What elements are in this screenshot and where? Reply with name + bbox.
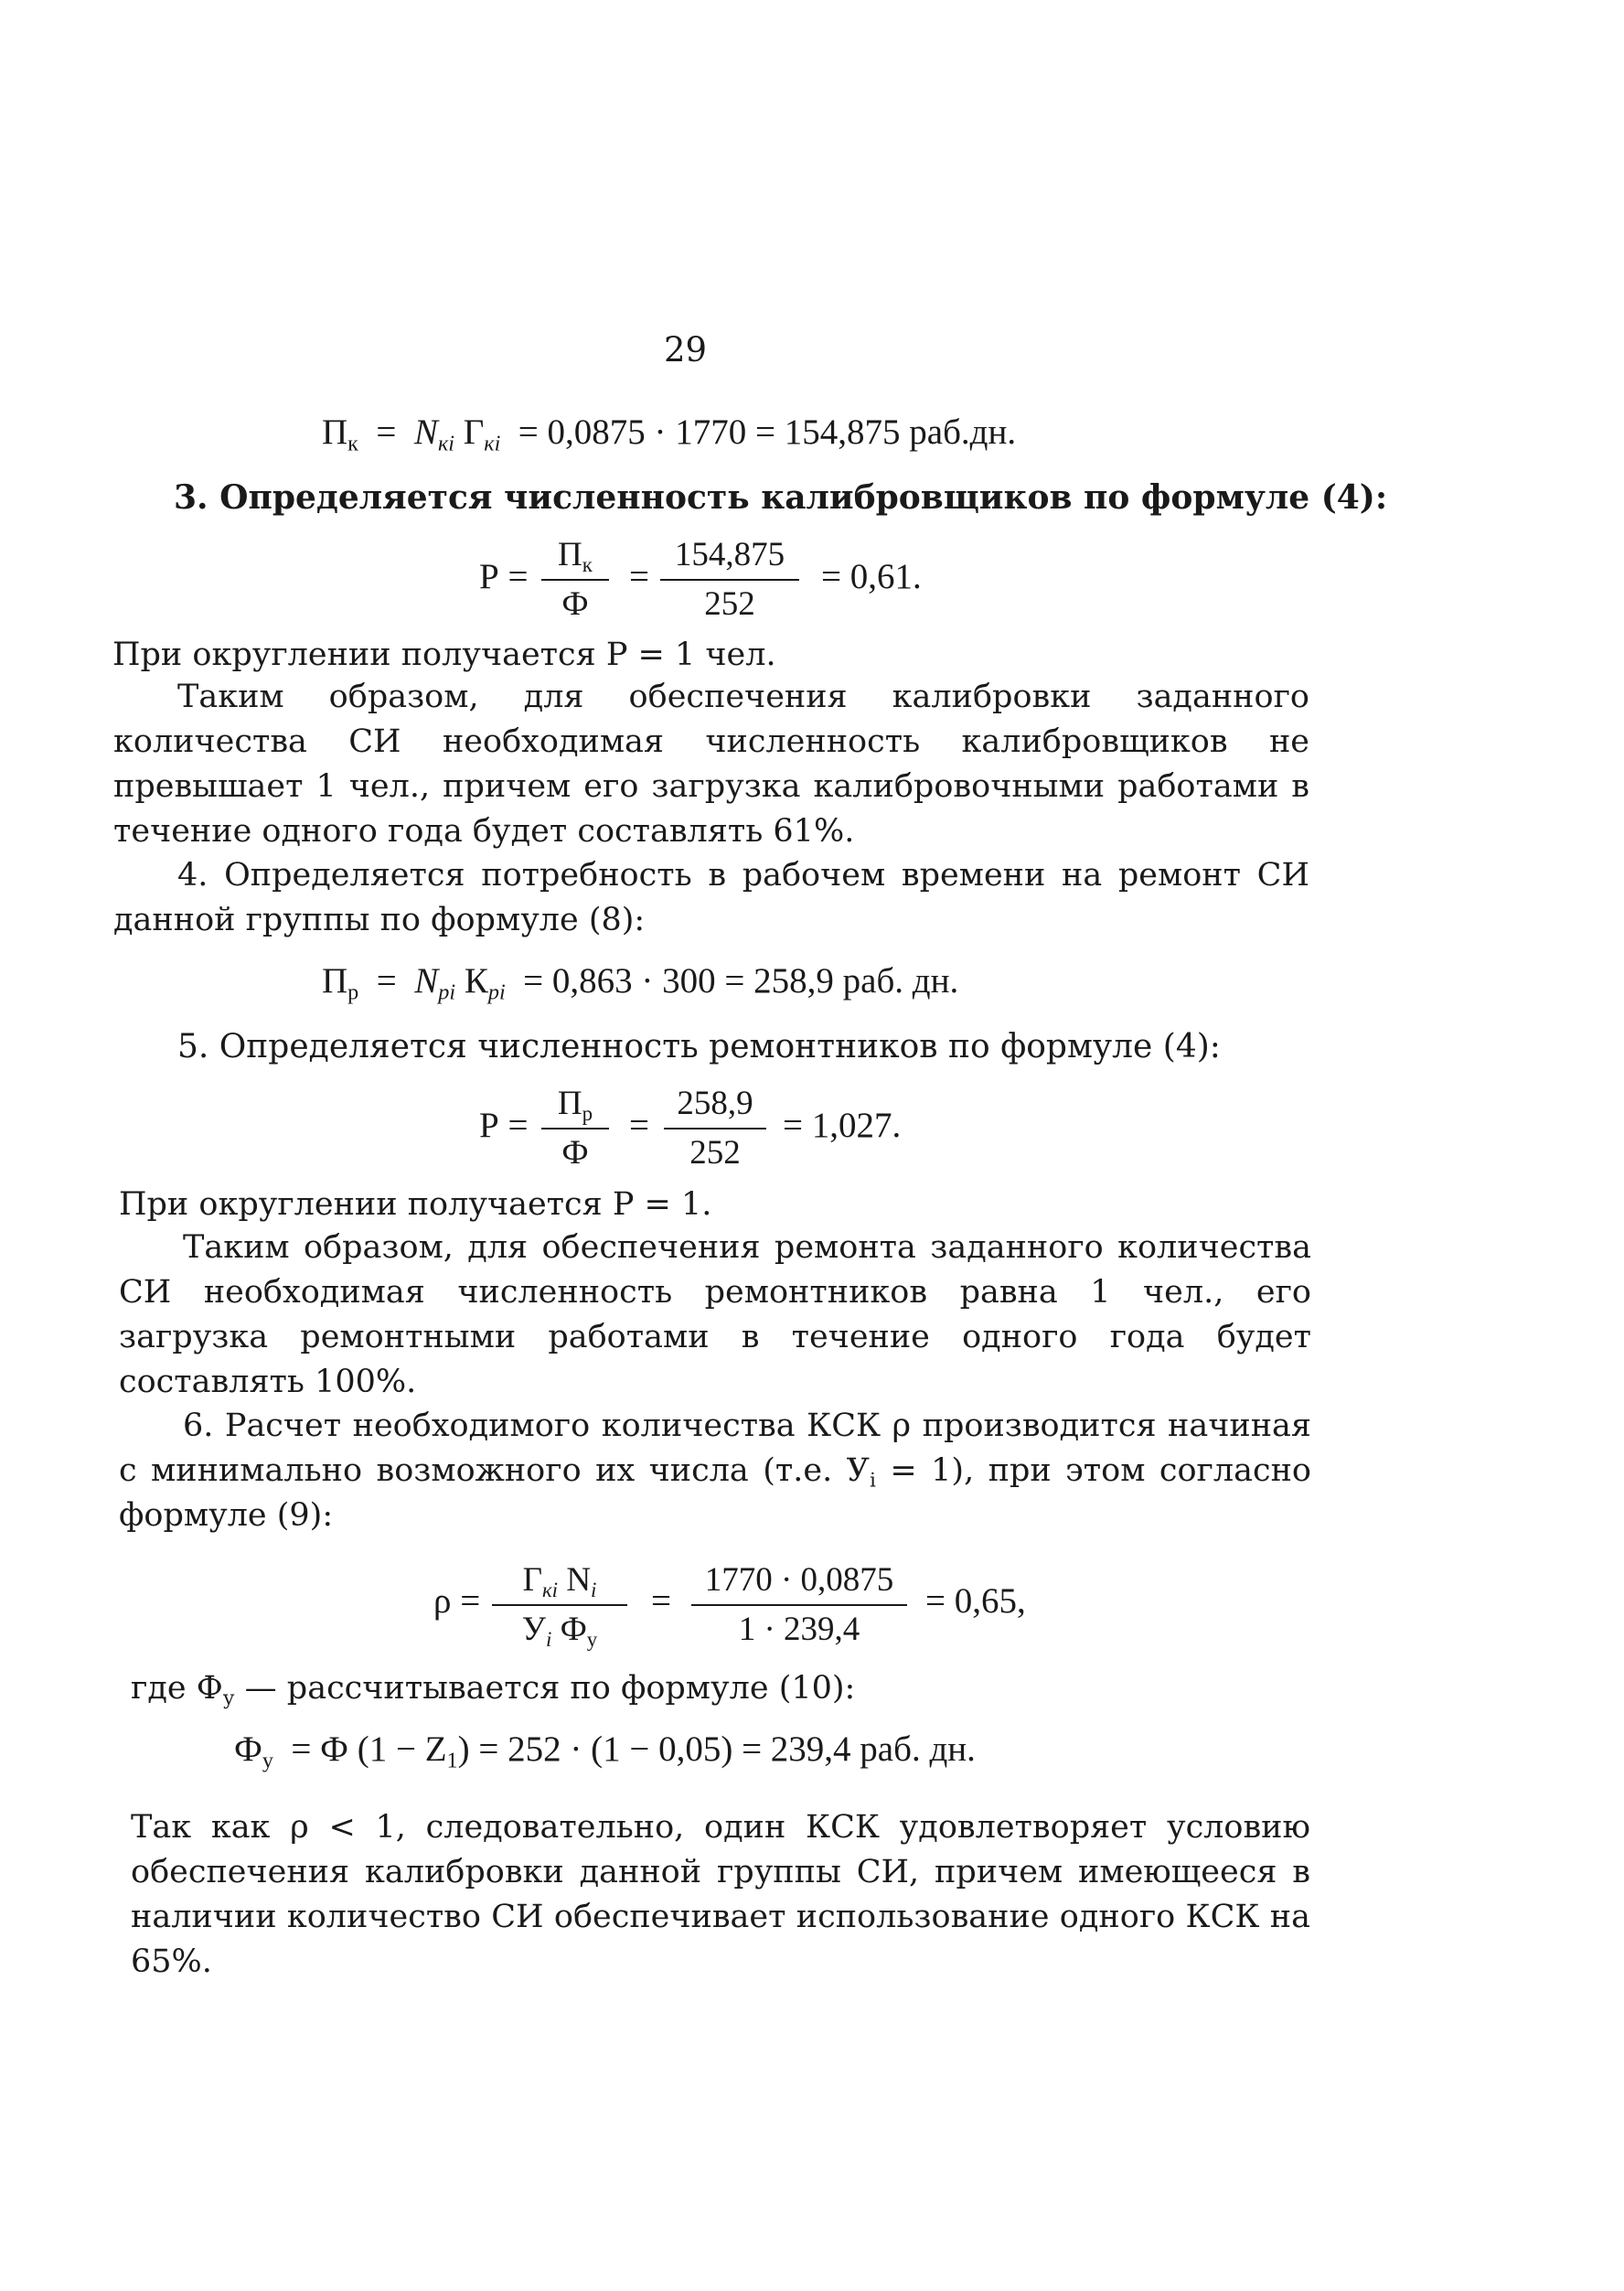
document-page: 29 $П_к = N_{кi}$ $Г_{кi} = 0,0875 \cdot 1770 = 154,875$ раб.дн. 3. Определяется численность калибровщиков по формуле (4): Р = $П_к$ Ф = 154,875 252 = 0,61. При округлении получается Р = 1 чел. Таким образом, для обеспечения калибровки заданного количества СИ необходимая численность калибровщиков не превышает 1 чел., причем его загрузка калибровочными работами в течение одного года будет составлять 61%. 4. Определяется потребность в рабочем времени на ремонт СИ данной группы по формуле (8): $П_р = N_{рi}$ $К_{рi} = 0,863 \cdot 300 = 258,9$ раб. дн. 5. Определяется численность ремонтников по формуле (4): Р = $П_р$ Ф = 258,9 252 = 1,027. При округлении получается Р = 1. Таким образом, для обеспечения ремонта заданного количества СИ необходимая численность ремонтников равна 1 чел., его загрузка ремонтными работами в течение одного года будет составлять 100%. 6. Расчет необходимого количества КСК ρ производится начиная с минимально возможного их числа (т.е. $У_i = 1$), при этом согласно формуле (9): ρ = $Г_{кi}$ $N_i$ $У_i$ $Ф_у$ = 1770 · 0,0875 1 · 239,4 = 0,65, где $Ф_у$ — рассчитывается по формуле (10): $Ф_у = Ф$ $(1 - Z_1) = 252 \cdot (1 - 0,05) = 239,4$ раб. дн. Так как ρ < 1, следовательно, один КСК удовлетворяет условию обеспечения калибровки данной группы СИ, причем имеющееся в наличии количество СИ обеспечивает использование одного КСК на 65%. (0, 0, 1624, 2291)
rounding-result-1: При округлении получается Р = 1 чел. (112, 637, 776, 673)
paragraph-ksk-conclusion: Так как ρ < 1, следовательно, один КСК удовлетворяет условию обеспечения калибровки данной группы СИ, причем имеющееся в наличии количество СИ обеспечивает использование одного КСК на 65%. (131, 1809, 1310, 1980)
paragraph-repair-conclusion: Таким образом, для обеспечения ремонта заданного количества СИ необходимая численность ремонтников равна 1 чел., его загрузка ремонтными работами в течение одного года будет составлять 100%. (119, 1229, 1311, 1400)
equation-effective-fund: $Ф_у = Ф$ $(1 - Z_1) = 252 \cdot (1 - 0,05) = 239,4$ раб. дн. (234, 1729, 976, 1773)
equation-labor-calibration: $П_к = N_{кi}$ $Г_{кi} = 0,0875 \cdot 1770 = 154,875$ раб.дн. (322, 412, 1017, 456)
equation-labor-repair: $П_р = N_{рi}$ $К_{рi} = 0,863 \cdot 300 = 258,9$ раб. дн. (322, 961, 959, 1005)
page-number: 29 (664, 330, 708, 369)
where-clause: где $Ф_у$ — рассчитывается по формуле (10): (131, 1670, 856, 1710)
step-3-heading: 3. Определяется численность калибровщиков по формуле (4): (174, 478, 1388, 517)
step-4-text: 4. Определяется потребность в рабочем времени на ремонт СИ данной группы по формуле (8): (113, 857, 1309, 938)
step-6-text: 6. Расчет необходимого количества КСК ρ производится начиная с минимально возможного их числа (т.е. $У_i = 1$), при этом согласно формуле (9): (119, 1408, 1311, 1534)
rounding-result-2: При округлении получается Р = 1. (119, 1186, 712, 1223)
step-5-heading: 5. Определяется численность ремонтников по формуле (4): (177, 1028, 1221, 1065)
paragraph-calibration-conclusion: Таким образом, для обеспечения калибровки заданного количества СИ необходимая численность калибровщиков не превышает 1 чел., причем его загрузка калибровочными работами в течение одного года будет составлять 61%. (113, 679, 1309, 850)
